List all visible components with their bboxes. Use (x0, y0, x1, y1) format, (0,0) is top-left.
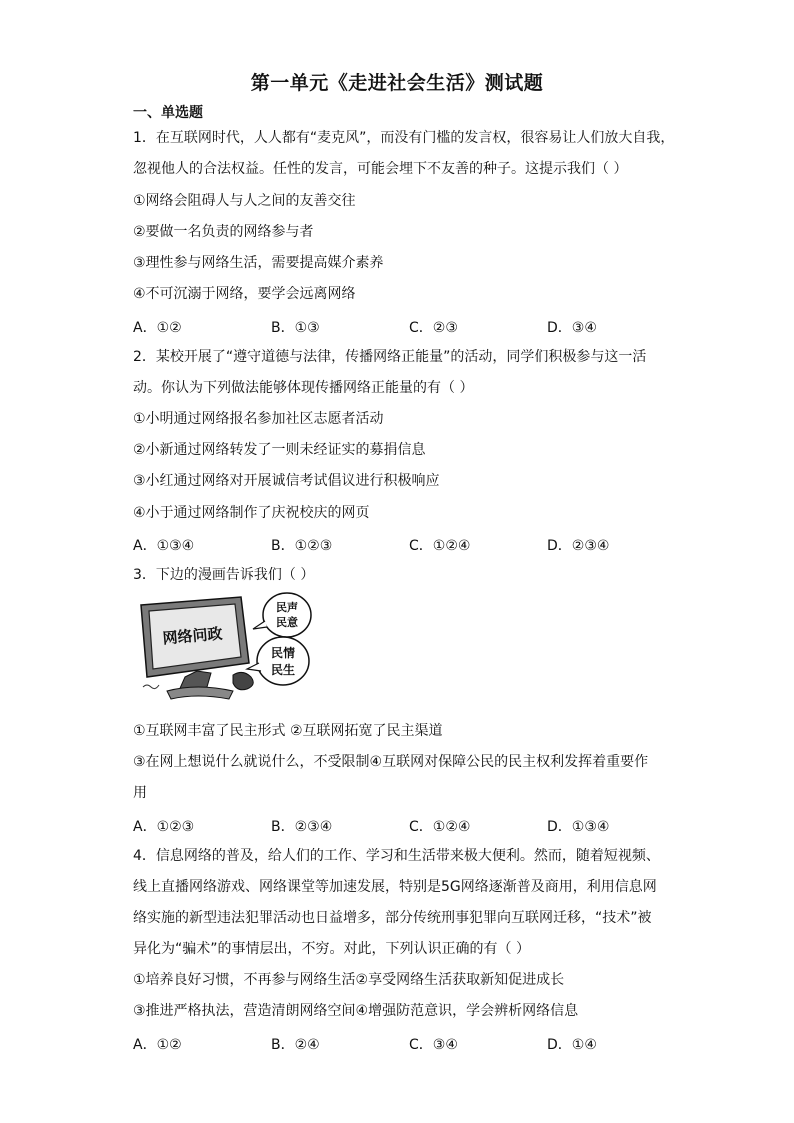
q3-statement-3: 用 (133, 785, 147, 801)
q4-option-d[interactable]: D．①④ (547, 1037, 597, 1053)
q3-statement-1: ①互联网丰富了民主形式 ②互联网拓宽了民主渠道 (133, 723, 443, 739)
q4-option-a[interactable]: A．①② (133, 1037, 182, 1053)
q2-stem-line-1: 2．某校开展了“遵守道德与法律，传播网络正能量”的活动，同学们积极参与这一活 (133, 349, 647, 365)
q1-stem-line-1: 1．在互联网时代，人人都有“麦克风”，而没有门槛的发言权，很容易让人们放大自我， (133, 130, 675, 146)
q1-statement-2: ②要做一名负责的网络参与者 (133, 224, 314, 240)
q4-option-b[interactable]: B．②④ (271, 1037, 320, 1053)
bubble-1-text-bottom: 民意 (276, 616, 298, 629)
cartoon-image (137, 591, 324, 703)
q3-option-a[interactable]: A．①②③ (133, 819, 195, 835)
q4-statement-2: ③推进严格执法，营造清朗网络空间④增强防范意识，学会辨析网络信息 (133, 1003, 579, 1019)
bubble-2-text-bottom: 民生 (270, 663, 296, 677)
q2-statement-1: ①小明通过网络报名参加社区志愿者活动 (133, 411, 384, 427)
bubble-1-text-top: 民声 (276, 601, 298, 614)
speech-bubble-2 (257, 637, 309, 685)
q2-option-a[interactable]: A．①③④ (133, 538, 195, 554)
q3-option-c[interactable]: C．①②④ (409, 819, 471, 835)
q3-option-b[interactable]: B．②③④ (271, 819, 333, 835)
q2-statement-4: ④小于通过网络制作了庆祝校庆的网页 (133, 505, 370, 521)
q1-option-a[interactable]: A．①② (133, 320, 182, 336)
q2-statement-3: ③小红通过网络对开展诚信考试倡议进行积极响应 (133, 473, 440, 489)
speech-bubble-1 (263, 593, 311, 637)
q1-statement-4: ④不可沉溺于网络，要学会远离网络 (133, 286, 356, 302)
q3-statement-2: ③在网上想说什么就说什么，不受限制④互联网对保障公民的民主权利发挥着重要作 (133, 754, 649, 770)
q1-statement-3: ③理性参与网络生活，需要提高媒介素养 (133, 255, 384, 271)
q4-stem-line-1: 4．信息网络的普及，给人们的工作、学习和生活带来极大便利。然而，随着短视频、 (133, 848, 660, 864)
q1-option-c[interactable]: C．②③ (409, 320, 458, 336)
q3-option-d[interactable]: D．①③④ (547, 819, 610, 835)
q2-option-d[interactable]: D．②③④ (547, 538, 610, 554)
screen-text: 网络问政 (161, 624, 224, 648)
q3-stem-line-1: 3．下边的漫画告诉我们（ ） (133, 567, 315, 583)
q2-option-b[interactable]: B．①②③ (271, 538, 333, 554)
q4-stem-line-2: 线上直播网络游戏、网络课堂等加速发展，特别是5G网络逐渐普及商用，利用信息网 (133, 879, 657, 895)
q1-statement-1: ①网络会阻碍人与人之间的友善交往 (133, 193, 356, 209)
q4-option-c[interactable]: C．③④ (409, 1037, 458, 1053)
q1-option-b[interactable]: B．①③ (271, 320, 320, 336)
q4-statement-1: ①培养良好习惯，不再参与网络生活②享受网络生活获取新知促进成长 (133, 972, 565, 988)
q2-option-c[interactable]: C．①②④ (409, 538, 471, 554)
section-heading: 一、单选题 (133, 105, 203, 121)
q4-stem-line-4: 异化为“骗术”的事情层出，不穷。对此，下列认识正确的有（ ） (133, 941, 530, 957)
q2-stem-line-2: 动。你认为下列做法能够体现传播网络正能量的有（ ） (133, 380, 474, 396)
q1-stem-line-2: 忽视他人的合法权益。任性的发言，可能会埋下不友善的种子。这提示我们（ ） (133, 161, 628, 177)
q1-option-d[interactable]: D．③④ (547, 320, 597, 336)
q4-stem-line-3: 络实施的新型违法犯罪活动也日益增多，部分传统刑事犯罪向互联网迁移，“技术”被 (133, 910, 652, 926)
bubble-2-text-top: 民情 (270, 646, 296, 660)
q2-statement-2: ②小新通过网络转发了一则未经证实的募捐信息 (133, 442, 426, 458)
page-title: 第一单元《走进社会生活》测试题 (250, 72, 544, 94)
